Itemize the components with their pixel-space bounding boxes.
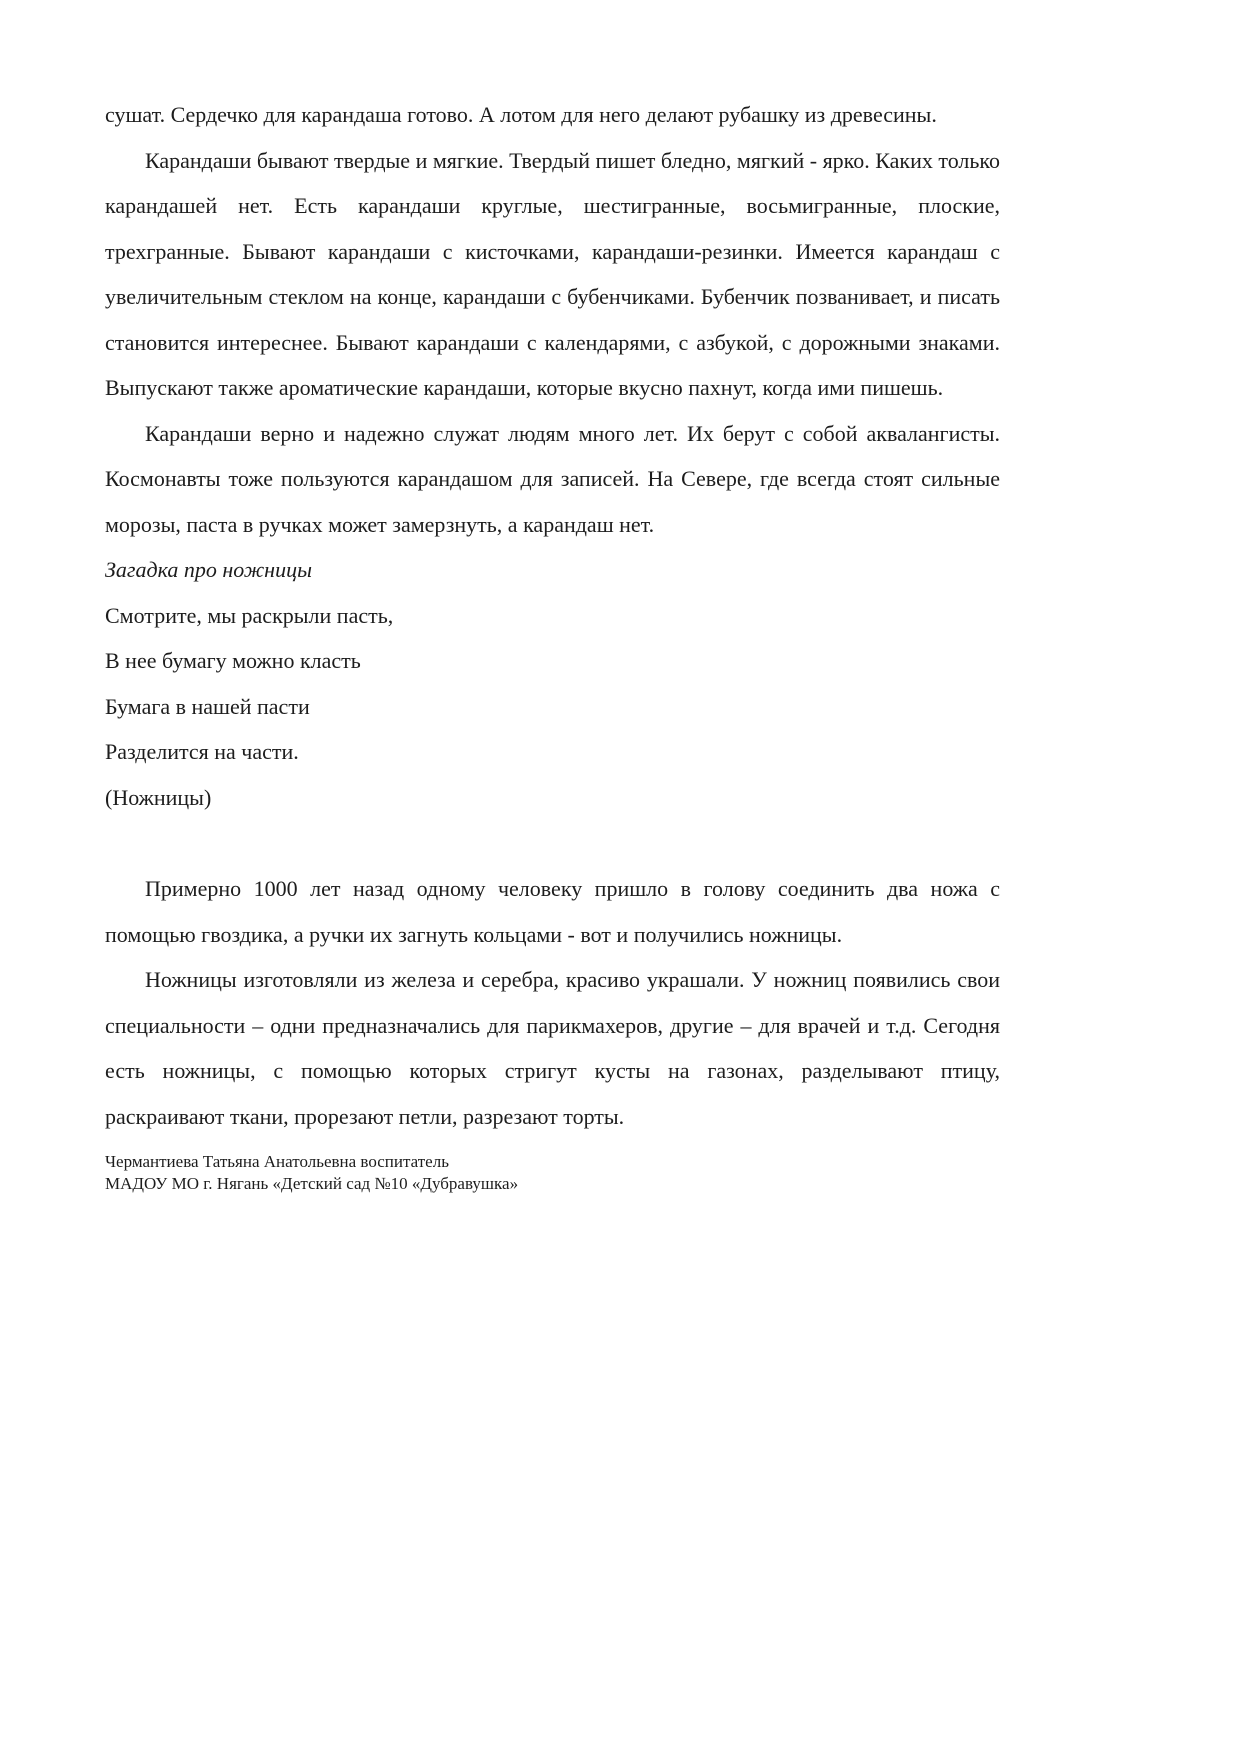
paragraph-scissors-kinds: Ножницы изготовляли из железа и серебра, красиво украшали. У ножниц появились свои специальности – одни предназначались для парикмахеров, другие – для врачей и т.д. Сегодня есть ножницы, с помощью которых стригут кусты на газонах, разделывают птицу, раскраивают ткани, прорезают петли, разрезают торты.	[105, 967, 1000, 1129]
paragraph-pencil-making-continuation: сушат. Сердечко для карандаша готово. А лотом для него делают рубашку из древесины.	[105, 102, 937, 127]
document-footer	[105, 1151, 1000, 1195]
paragraph-scissors-history: Примерно 1000 лет назад одному человеку пришло в голову соединить два ножа с помощью гвоздика, а ручки их загнуть кольцами - вот и получились ножницы.	[105, 876, 1000, 947]
footer-author: Чермантиева Татьяна Анатольевна воспитатель	[105, 1152, 449, 1171]
paragraph-pencil-kinds: Карандаши бывают твердые и мягкие. Твердый пишет бледно, мягкий - ярко. Каких только карандашей нет. Есть карандаши круглые, шестигранные, восьмигранные, плоские, трехгранные. Бывают карандаши с кисточками, карандаши-резинки. Имеется карандаш с увеличительным стеклом на конце, карандаши с бубенчиками. Бубенчик позванивает, и писать становится интереснее. Бывают карандаши с календарями, с азбукой, с дорожными знаками. Выпускают также ароматические карандаши, которые вкусно пахнут, когда ими пишешь.	[105, 147, 1000, 400]
riddle-heading: Загадка про ножницы	[105, 557, 312, 582]
footer-organization: МАДОУ МО г. Нягань «Детский сад №10 «Дубравушка»	[105, 1174, 519, 1193]
poem-line-1: Смотрите, мы раскрыли пасть,	[105, 602, 394, 628]
poem-line-3: Бумага в нашей пасти	[105, 693, 310, 719]
poem-line-4: Разделится на части.	[105, 739, 299, 764]
paragraph-pencil-uses: Карандаши верно и надежно служат людям много лет. Их берут с собой аквалангисты. Космонавты тоже пользуются карандашом для записей. На Севере, где всегда стоят сильные морозы, паста в ручках может замерзнуть, а карандаш нет.	[105, 420, 1000, 537]
poem-answer: (Ножницы)	[105, 784, 212, 810]
poem-line-2: В нее бумагу можно класть	[105, 648, 361, 673]
document-body	[105, 92, 1000, 1139]
